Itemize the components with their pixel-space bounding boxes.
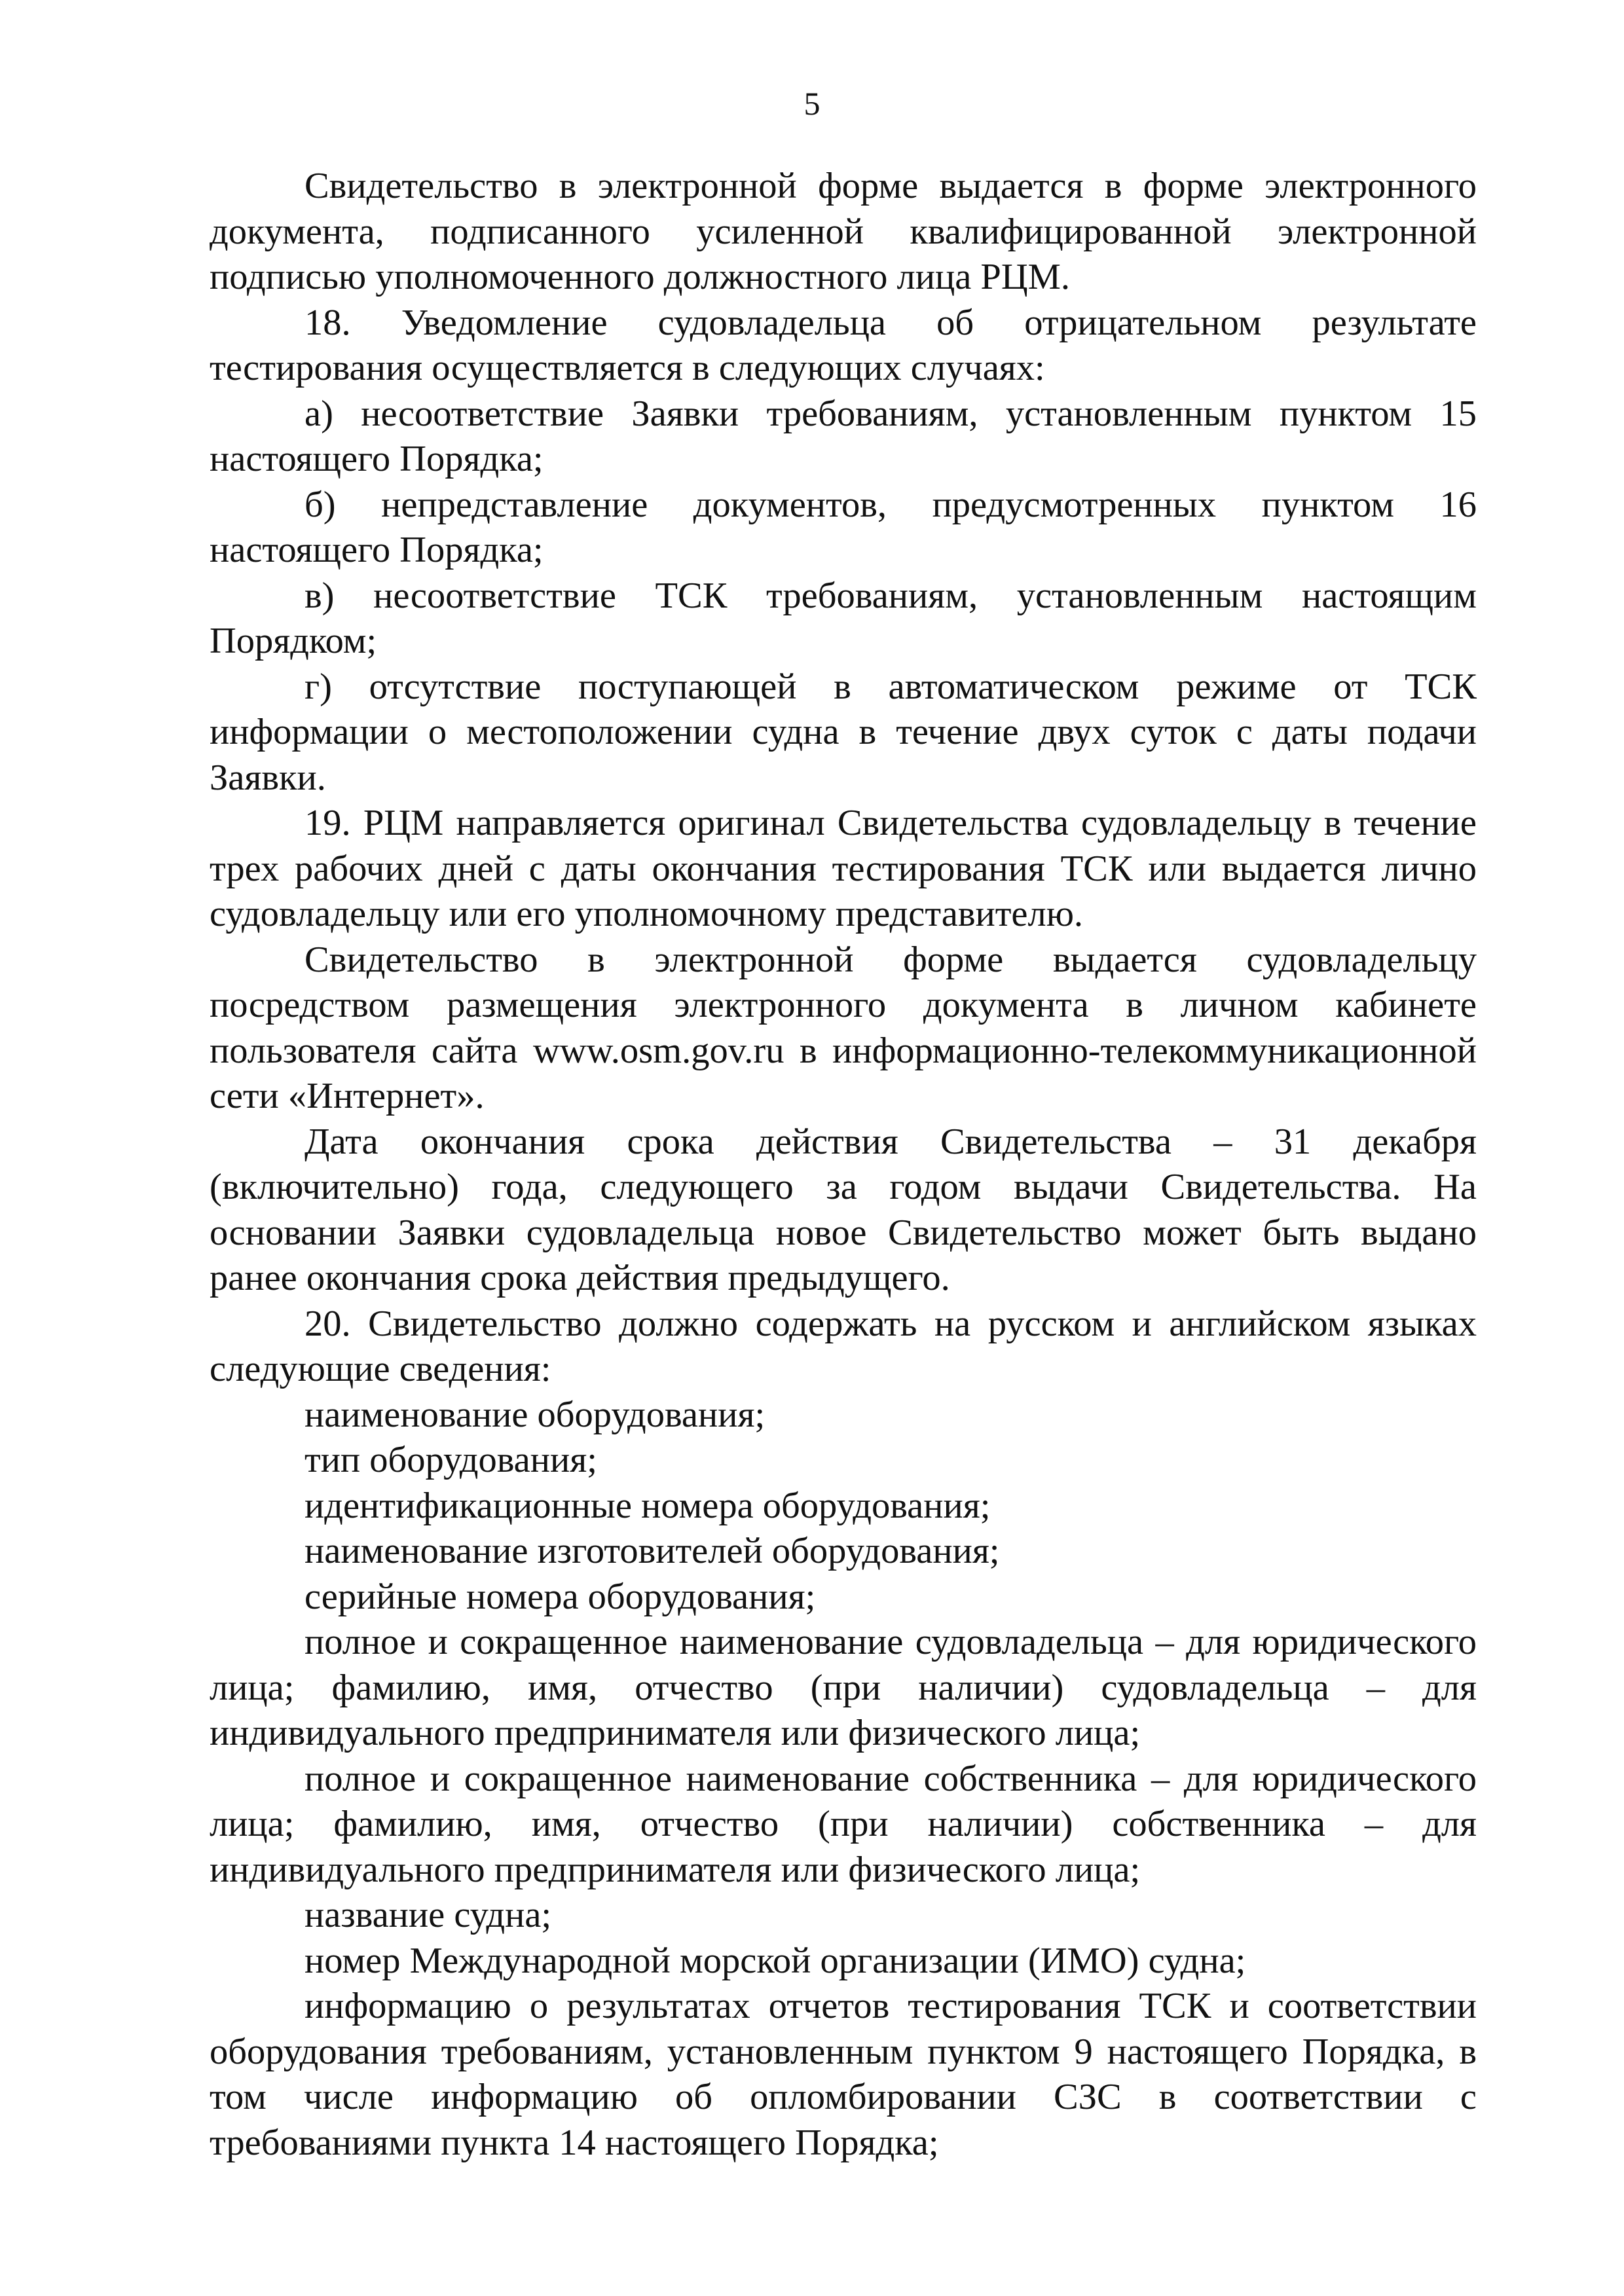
- page-number: 5: [803, 85, 821, 122]
- list-item: г) отсутствие поступающей в автоматическом режиме от ТСК информации о местоположении судна в течение двух суток с даты подачи Заявки.: [210, 666, 1477, 798]
- list-item: тип оборудования;: [304, 1440, 597, 1480]
- list-item: полное и сокращенное наименование судовладельца – для юридического лица; фамилию, имя, отчество (при наличии) судовладельца – для индивидуального предпринимателя или физического лица;: [210, 1622, 1477, 1753]
- list-item: номер Международной морской организации (ИМО) судна;: [304, 1940, 1246, 1981]
- paragraph: Свидетельство в электронной форме выдается судовладельцу посредством размещения электронного документа в личном кабинете пользователя сайта www.osm.gov.ru в информационно-телекоммуникационной сети «Интернет».: [210, 939, 1477, 1116]
- list-item: а) несоответствие Заявки требованиям, установленным пунктом 15 настоящего Порядка;: [210, 393, 1477, 479]
- paragraph: 18. Уведомление судовладельца об отрицательном результате тестирования осуществляется в следующих случаях:: [210, 302, 1477, 388]
- list-item: б) непредставление документов, предусмотренных пунктом 16 настоящего Порядка;: [210, 484, 1477, 570]
- list-item: название судна;: [304, 1895, 552, 1935]
- list-item: серийные номера оборудования;: [304, 1576, 816, 1617]
- list-item: в) несоответствие ТСК требованиям, установленным настоящим Порядком;: [210, 575, 1477, 661]
- paragraph: 19. РЦМ направляется оригинал Свидетельства судовладельцу в течение трех рабочих дней с даты окончания тестирования ТСК или выдается лично судовладельцу или его уполномочному представителю.: [210, 803, 1477, 934]
- list-item: идентификационные номера оборудования;: [304, 1485, 991, 1526]
- document-body: [210, 164, 1477, 2166]
- list-item: полное и сокращенное наименование собственника – для юридического лица; фамилию, имя, отчество (при наличии) собственника – для индивидуального предпринимателя или физического лица;: [210, 1758, 1477, 1890]
- paragraph: Свидетельство в электронной форме выдается в форме электронного документа, подписанного усиленной квалифицированной электронной подписью уполномоченного должностного лица РЦМ.: [210, 166, 1477, 297]
- paragraph: 20. Свидетельство должно содержать на русском и английском языках следующие сведения:: [210, 1303, 1477, 1389]
- paragraph: Дата окончания срока действия Свидетельства – 31 декабря (включительно) года, следующего за годом выдачи Свидетельства. На основании Заявки судовладельца новое Свидетельство может быть выдано ранее окончания срока действия предыдущего.: [210, 1121, 1477, 1298]
- list-item: наименование оборудования;: [304, 1394, 766, 1435]
- list-item: наименование изготовителей оборудования;: [304, 1531, 1000, 1571]
- list-item: информацию о результатах отчетов тестирования ТСК и соответствии оборудования требованиям, установленным пунктом 9 настоящего Порядка, в том числе информацию об опломбировании СЗС в соответствии с требованиями пункта 14 настоящего Порядка;: [210, 1986, 1477, 2163]
